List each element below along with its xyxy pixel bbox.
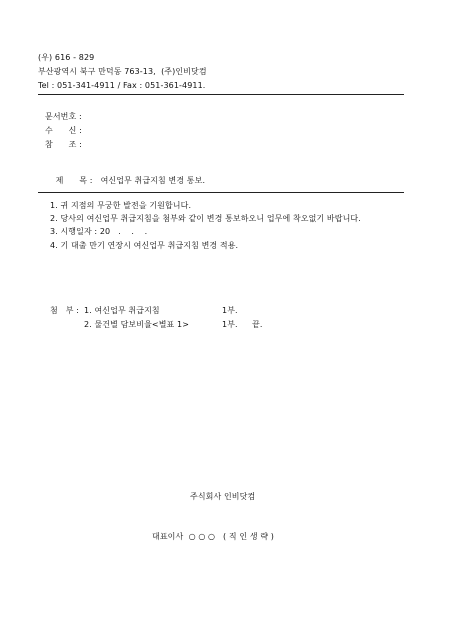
body-item: 3. 시행일자 : 20 . . . (50, 227, 148, 236)
attachment-count: 1부. (222, 306, 238, 315)
body-item: 4. 기 대출 만기 연장시 여신업무 취급지침 변경 적용. (50, 241, 239, 250)
company-name: 주식회사 인비닷컴 (190, 492, 256, 501)
recipient-label: 수 신 : (45, 126, 82, 135)
meta-divider (38, 192, 404, 193)
attachment-label: 첨 부 : (50, 306, 80, 315)
subject-label: 제 목 : (55, 176, 93, 185)
header-divider (38, 94, 404, 95)
attachment-item: 2. 물건별 담보비율<별표 1> (84, 320, 190, 329)
postal-code: (우) 616 - 829 (38, 53, 95, 62)
subject-value: 여신업무 취급지침 변경 통보. (100, 176, 206, 185)
attachment-count: 1부. (222, 320, 238, 329)
attachment-item: 1. 여신업무 취급지침 (84, 306, 160, 315)
sender-address: 부산광역시 북구 만덕동 763-13, (주)인비닷컴 (38, 67, 207, 76)
sender-contact: Tel : 051-341-4911 / Fax : 051-361-4911. (38, 81, 206, 90)
body-item: 2. 당사의 여신업무 취급지침을 첨부와 같이 변경 통보하오니 업무에 착오없기 바랍니다. (50, 214, 361, 223)
body-item: 1. 귀 지점의 무궁한 발전을 기원합니다. (50, 201, 192, 210)
end-mark: 끝. (252, 320, 263, 329)
ceo-signature-line: 대표이사 ○ ○ ○ ( 직 인 생 략 ) (152, 532, 275, 541)
reference-label: 참 조 : (45, 140, 82, 149)
document-number-label: 문서번호 : (45, 112, 82, 121)
